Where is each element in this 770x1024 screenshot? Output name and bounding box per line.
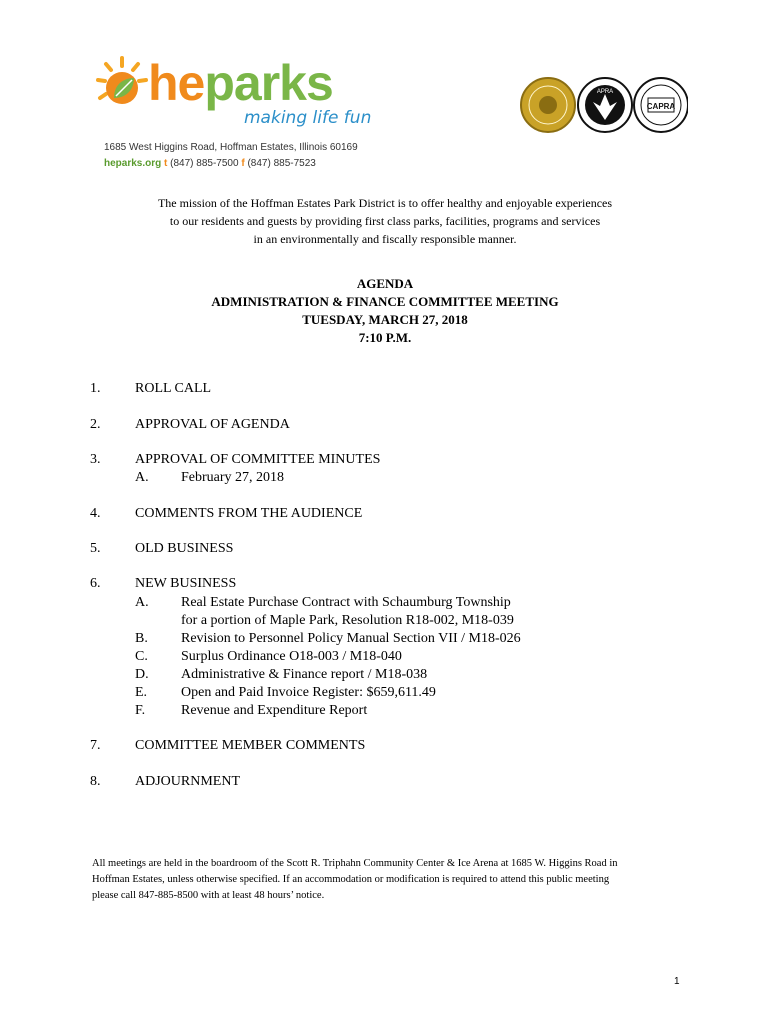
item-committee-comments: COMMITTEE MEMBER COMMENTS xyxy=(135,738,366,753)
title-time: 7:10 P.M. xyxy=(358,330,412,345)
title-date: TUESDAY, MARCH 27, 2018 xyxy=(302,312,468,327)
website-link[interactable]: heparks.org xyxy=(104,158,162,169)
sub-item-text: Revenue and Expenditure Report xyxy=(181,703,368,718)
mission-statement xyxy=(100,194,670,248)
item-number: 2. xyxy=(90,417,101,432)
sub-item-letter: C. xyxy=(135,649,148,664)
item-number: 4. xyxy=(90,506,101,521)
mission-line: to our residents and guests by providing first class parks, facilities, programs and services xyxy=(169,214,601,228)
state-seal-icon xyxy=(521,78,575,132)
item-new-business: NEW BUSINESS xyxy=(135,576,237,591)
logo-parks: parks xyxy=(204,55,333,111)
item-comments-audience: COMMENTS FROM THE AUDIENCE xyxy=(135,506,363,521)
contact-line xyxy=(104,156,358,172)
seal-3-text: CAPRA xyxy=(646,102,676,111)
mission-line: The mission of the Hoffman Estates Park District is to offer healthy and enjoyable experiences xyxy=(157,196,613,210)
item-roll-call: ROLL CALL xyxy=(135,381,212,396)
item-adjournment: ADJOURNMENT xyxy=(135,774,240,789)
title-meeting: ADMINISTRATION & FINANCE COMMITTEE MEETING xyxy=(211,294,559,309)
sub-item-letter: E. xyxy=(135,685,148,700)
phone-number: (847) 885-7500 xyxy=(170,158,239,169)
page-number: 1 xyxy=(674,976,680,987)
item-number: 3. xyxy=(90,452,101,467)
sub-item-text: Real Estate Purchase Contract with Schaumburg Township xyxy=(181,595,511,610)
item-number: 1. xyxy=(90,381,101,396)
title-agenda: AGENDA xyxy=(356,276,414,291)
sub-item-letter: A. xyxy=(135,595,149,610)
sub-item-text: Administrative & Finance report / M18-038 xyxy=(181,667,428,682)
agenda-title xyxy=(100,275,670,347)
footer-line: Hoffman Estates, unless otherwise specified. If an accommodation or modification is required to attend this public meeting xyxy=(92,874,610,885)
seal-2-text: APRA xyxy=(596,89,614,95)
fax-label: f xyxy=(241,158,245,169)
sun-leaf-icon xyxy=(94,54,150,116)
footer-note xyxy=(92,856,682,904)
item-approval-agenda: APPROVAL OF AGENDA xyxy=(135,417,290,432)
item-approval-minutes: APPROVAL OF COMMITTEE MINUTES xyxy=(135,452,381,467)
logo-wordmark xyxy=(148,52,333,114)
fax-number: (847) 885-7523 xyxy=(247,158,316,169)
sub-item-text: for a portion of Maple Park, Resolution R18-002, M18-039 xyxy=(181,613,514,628)
sub-item-text: Open and Paid Invoice Register: $659,611.49 xyxy=(181,685,436,700)
logo-he: he xyxy=(148,55,205,111)
address-block xyxy=(104,140,358,172)
accreditation-seals xyxy=(518,72,688,138)
item-number: 5. xyxy=(90,541,101,556)
heparks-logo xyxy=(94,52,374,142)
sub-item-letter: B. xyxy=(135,631,148,646)
sub-item-text: Revision to Personnel Policy Manual Section VII / M18-026 xyxy=(181,631,521,646)
sub-item-letter: D. xyxy=(135,667,149,682)
footer-line: please call 847-885-8500 with at least 48 hours’ notice. xyxy=(92,890,325,901)
sub-item-text: Surplus Ordinance O18-003 / M18-040 xyxy=(181,649,402,664)
capra-seal-icon xyxy=(634,78,688,132)
item-number: 7. xyxy=(90,738,101,753)
address-line: 1685 West Higgins Road, Hoffman Estates, Illinois 60169 xyxy=(104,142,358,153)
phone-label: t xyxy=(164,158,168,169)
item-number: 6. xyxy=(90,576,101,591)
sub-item-letter: F. xyxy=(135,703,146,718)
mission-line: in an environmentally and fiscally responsible manner. xyxy=(253,232,517,246)
item-old-business: OLD BUSINESS xyxy=(135,541,234,556)
logo-tagline: making life fun xyxy=(244,108,372,128)
sub-item-letter: A. xyxy=(135,470,149,485)
apra-seal-icon xyxy=(578,78,632,132)
footer-line: All meetings are held in the boardroom of the Scott R. Triphahn Community Center & Ice Arena at 1685 W. Higgins Road in xyxy=(92,858,618,869)
item-number: 8. xyxy=(90,774,101,789)
sub-item-text: February 27, 2018 xyxy=(181,470,285,485)
